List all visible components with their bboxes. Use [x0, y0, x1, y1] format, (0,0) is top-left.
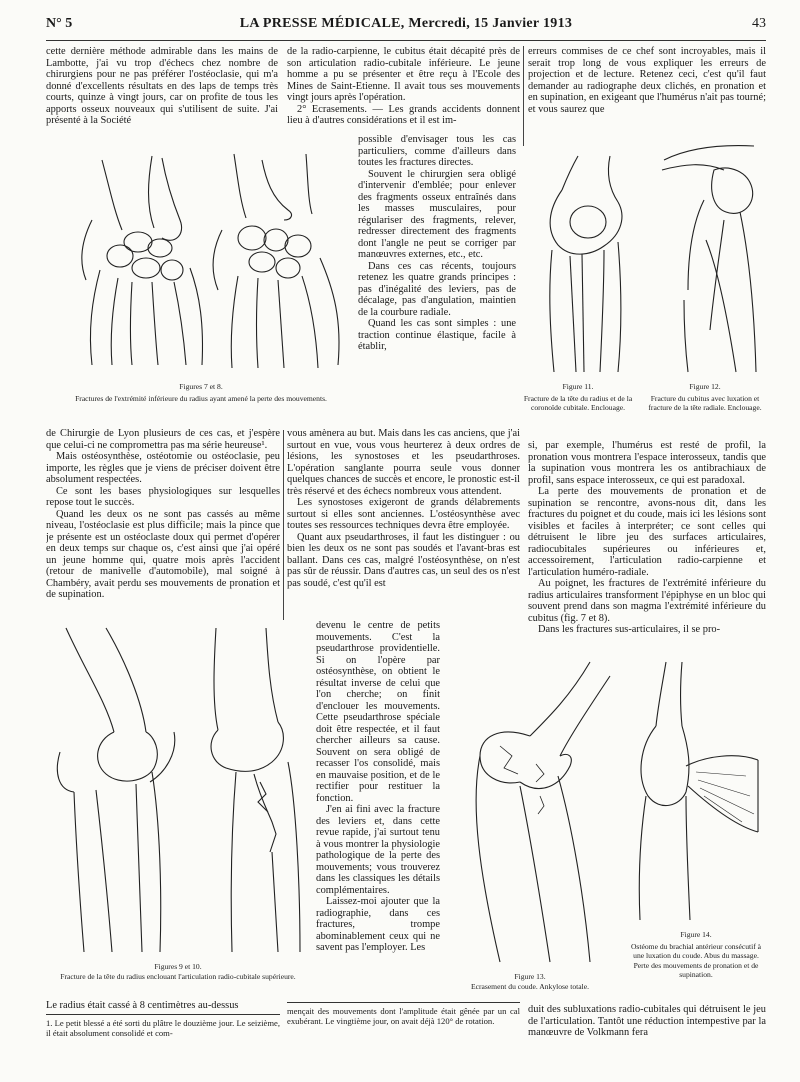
- col1-top-text: [46, 46, 278, 138]
- journal-title: LA PRESSE MÉDICALE, Mercredi, 15 Janvier 1913: [239, 16, 573, 31]
- col1-mid-text: [46, 428, 280, 624]
- page-header: [46, 16, 766, 36]
- paragraph: Quand les cas sont simples : une traction continue élastique, facile à établir,: [358, 318, 516, 352]
- paragraph: 2° Ecrasements. — Les grands accidents donnent lieu à d'autres considérations et il est im-: [287, 103, 520, 126]
- paragraph: Le radius était cassé à 8 centimètres au-dessus: [46, 1000, 239, 1011]
- paragraph: Ce sont les bases physiologiques sur lesquelles repose tout le succès.: [46, 485, 280, 508]
- issue-number: N° 5: [46, 16, 73, 31]
- column-divider: [523, 46, 524, 146]
- figure-13-label: Figure 13.: [514, 972, 546, 981]
- paragraph: vous amènera au but. Mais dans les cas anciens, que j'ai surtout en vue, vous vous heurterez à deux ordres de lésions, les synostoses et les pseudarthroses. L'opération sanglante pourra seule vous donner quelques chances de succès et encore, le pronostic est-il très réservé et des échecs nombreux vous attendent.: [287, 428, 520, 497]
- paragraph: Laissez-moi ajouter que la radiographie, dans ces fractures, trompe abominablement ceux qui ne savent pas l'employer. Les: [316, 896, 440, 953]
- col2-top-text: [287, 46, 520, 134]
- paragraph: si, par exemple, l'humérus est resté de profil, la pronation vous montrera l'espace interosseux, tandis que la supination vous montrera les os antibrachiaux de profil, sans espace interosseux, ce qui est paradoxal.: [528, 440, 766, 486]
- paragraph: cette dernière méthode admirable dans les mains de Lambotte, j'ai vu trop d'échecs chez nombre de chirurgiens pour ne pas préférer l'ostéoclasie, qui m'a donné d'excellents résultats en des laps de temps très courts, quinze à vingt jours, car on profite de tous les apports osseux nouveaux qui s'utilisent de suite. J'ai présenté à la Société: [46, 46, 278, 126]
- paragraph: Mais ostéosynthèse, ostéotomie ou ostéoclasie, peu importe, les règles que je viens de préciser doivent être absolument respectées.: [46, 451, 280, 485]
- column-divider: [283, 430, 284, 620]
- paragraph: possible d'envisager tous les cas particuliers, comme d'ailleurs dans toutes les fractures directes.: [358, 134, 516, 168]
- col3-bottom-text: [528, 1004, 766, 1044]
- footnote-rule-col2: [287, 1002, 520, 1003]
- figure-12-label: Figure 12.: [689, 382, 721, 391]
- figure-14-elbow-drawing: [626, 656, 766, 924]
- footnote-col2: mençait des mouvements dont l'amplitude était gênée par un cal exubérant. Le vingtième jour, on avait déjà 120° de rotation.: [287, 1006, 520, 1027]
- paragraph: Dans ces cas récents, toujours retenez les quatre grands principes : pas d'inégalité des leviers, pas de décalage, pas d'angulation, maintien de la courbure radiale.: [358, 260, 516, 318]
- figures-7-8-wrist-drawing: [62, 150, 352, 372]
- paragraph: devenu le centre de petits mouvements. C'est la pseudarthrose providentielle. Si on l'opère par ostéosynthèse, on obtient le résultat inverse de celui que l'on cherche; on finit d'enclouer les mouvements. Cette pseudarthrose spéciale doit être respectée, et il faut chercher ailleurs sa cause. Souvent on sera obligé de recasser l'os consolidé, mais en mauvaise position, et de le rectifier pour restituer la fonction.: [316, 620, 440, 804]
- paragraph: La perte des mouvements de pronation et de supination se rencontre, avons-nous dit, dans les fractures du poignet et du coude, mais ici les lésions sont visibles et faciles à interpréter; ce sont celles qui détruisent le libre jeu des surfaces articulaires, radiocubitales supérieures ou inférieures et, accessoirement, l'articulation radio-carpienne et l'articulation huméro-radiale.: [528, 486, 766, 578]
- col2-mid-text: [287, 428, 520, 618]
- paragraph: Quant aux pseudarthroses, il faut les distinguer : ou bien les deux os ne sont pas soudés et l'avant-bras est ballant. Dans ces cas, malgré l'ostéosynthèse, on n'est pas sûr de réussir. Dans d'autres cas, un seul des os n'est pas soudé, c'est qu'il est: [287, 531, 520, 589]
- col3-top-text: [528, 46, 766, 154]
- figure-9-10-caption: Fracture de la tête du radius enclouant l'articulation radio-cubitale supérieure.: [60, 972, 296, 981]
- paragraph: Souvent le chirurgien sera obligé d'intervenir d'emblée; pour enlever des fragments osseux entraînés dans les masses musculaires, pour régulariser des fragments, relever, redresser directement des fragments dont l'angle ne peut se corriger par manœuvres externes, etc., etc.: [358, 168, 516, 260]
- paragraph: erreurs commises de ce chef sont incroyables, mais il serait trop long de vous expliquer les erreurs de projection et de lecture. Retenez ceci, c'est qu'il faut demander au radiographe deux clichés, en pronation et en supination, en exigeant que l'humérus n'ait pas tourné; et vous saurez que: [528, 46, 766, 115]
- col3-mid-text: [528, 440, 766, 654]
- figure-14-label: Figure 14.: [680, 930, 712, 939]
- paragraph: J'en ai fini avec la fracture des leviers et, dans cette revue rapide, j'ai surtout tenu à vous montrer la physiologie pathologique de la perte des mouvements; vous trouverez dans les classiques les détails complémentaires.: [316, 804, 440, 896]
- footnote-rule: [46, 1014, 280, 1015]
- col2-narrow-text: [358, 134, 516, 432]
- col2-low-text: [316, 620, 440, 1004]
- footnote-col1: 1. Le petit blessé a été sorti du plâtre le douzième jour. Le seizième, il était absolument consolidé et com-: [46, 1018, 280, 1039]
- paragraph: duit des subluxations radio-cubitales qui détruisent le jeu de l'articulation. Tantôt une réduction intempestive par la manœuvre de Volkmann fera: [528, 1004, 766, 1038]
- figure-12-elbow-drawing: [644, 140, 766, 376]
- figure-13-caption: Ecrasement du coude. Ankylose totale.: [470, 982, 590, 991]
- figure-14-caption: Ostéome du brachial antérieur consécutif à une luxation du coude. Abus du massage. Perte des mouvements de pronation et de supination.: [630, 942, 762, 980]
- figures-9-10-elbow-drawing: [46, 622, 310, 956]
- figure-11-elbow-drawing: [518, 150, 638, 376]
- paragraph: Les synostoses exigeront de grands délabrements surtout si elles sont anciennes. L'ostéosynthèse avec toutes ses ressources techniques devra être employée.: [287, 497, 520, 531]
- header-rule: [46, 40, 766, 41]
- figure-11-label: Figure 11.: [562, 382, 594, 391]
- figure-11-caption: Fracture de la tête du radius et de la coronoïde cubitale. Enclouage.: [523, 394, 633, 413]
- paragraph: de la radio-carpienne, le cubitus était décapité près de son articulation radio-cubitale inférieure. Le jeune homme a pu se présenter et être reçu à l'Ecole des Mines de Saint-Etienne. Il avait tous ses mouvements vingt jours après l'opération.: [287, 46, 520, 103]
- paragraph: Au poignet, les fractures de l'extrémité inférieure du radius articulaires transforment l'épiphyse en un bloc qui souvent prend dans son magma l'extrémité inférieure du cubitus (fig. 7 et 8).: [528, 578, 766, 624]
- figure-13-elbow-drawing: [440, 656, 620, 966]
- paragraph: Dans les fractures sus-articulaires, il se pro-: [538, 624, 721, 635]
- figure-7-8-caption: Fractures de l'extrémité inférieure du radius ayant amené la perte des mouvements.: [75, 394, 327, 403]
- page-number: 43: [752, 16, 766, 31]
- col1-bottom-text: [46, 1000, 280, 1014]
- figure-12-caption: Fracture du cubitus avec luxation et fracture de la tête radiale. Enclouage.: [648, 394, 762, 413]
- figure-7-8-label: Figures 7 et 8.: [179, 382, 223, 391]
- figure-9-10-label: Figures 9 et 10.: [154, 962, 202, 971]
- paragraph: de Chirurgie de Lyon plusieurs de ces cas, et j'espère que celui-ci ne compromettra pas ma série heureuse¹.: [46, 428, 280, 451]
- paragraph: Quand les deux os ne sont pas cassés au même niveau, l'ostéoclasie est plus difficile; mais la pince que je présente est un ostéoclaste doux qui permet d'opérer en deux temps sur chaque os, c'est ainsi que j'ai opéré un jeune homme qui, quatre mois après l'accident (retour de manivelle d'automobile), mal soigné à Chambéry, avait perdu ses mouvements de pronation et de supination.: [46, 508, 280, 600]
